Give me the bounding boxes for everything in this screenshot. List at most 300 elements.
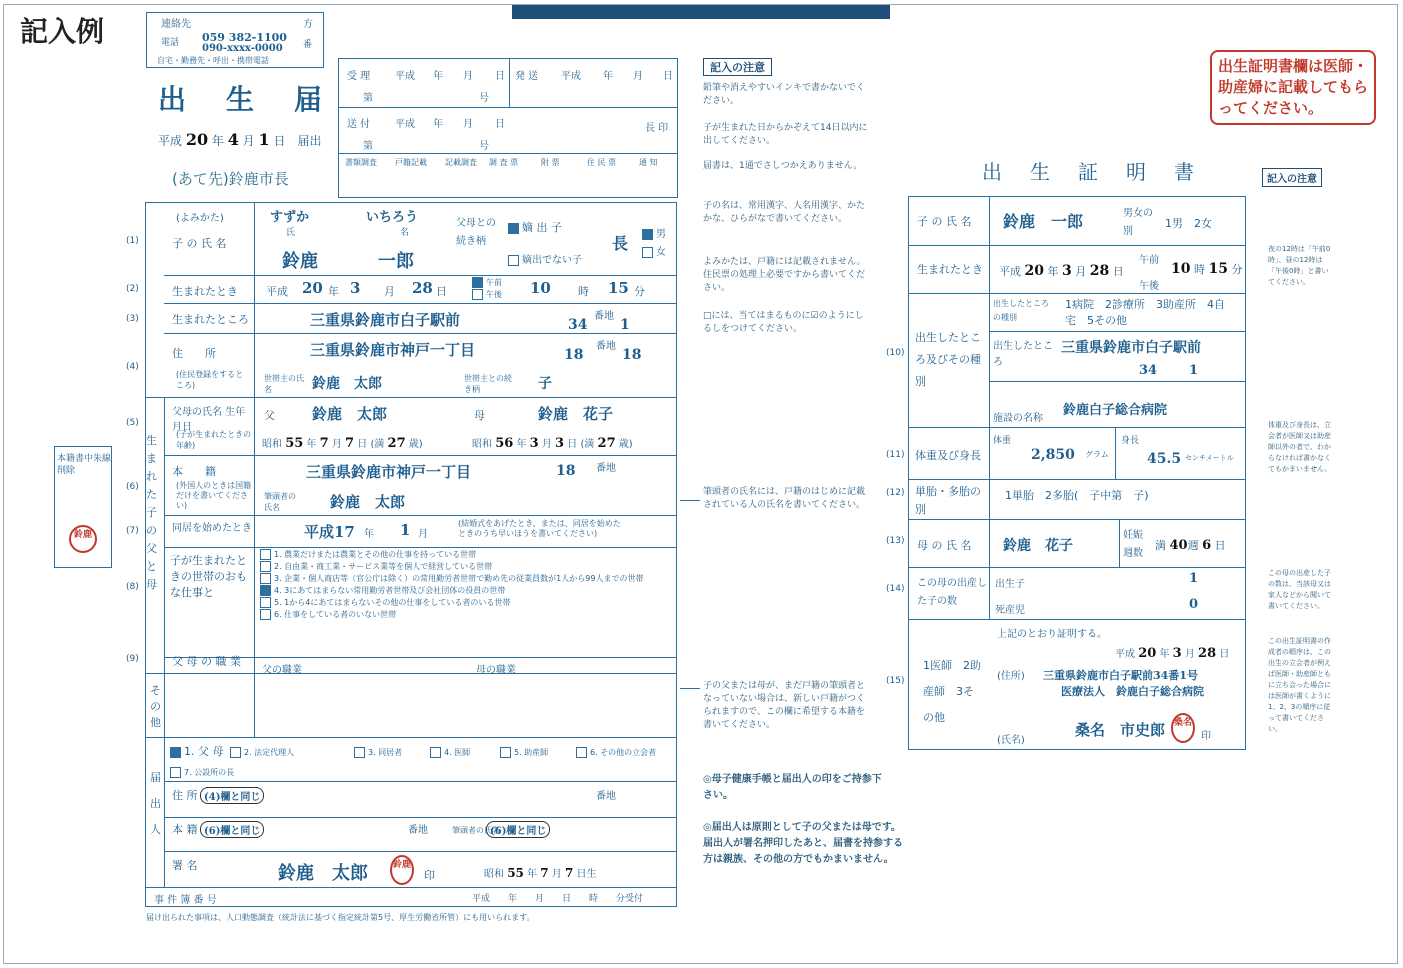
row-num-4: (4) bbox=[126, 362, 139, 372]
male-checkbox[interactable] bbox=[642, 229, 653, 240]
cert-gram: グラム bbox=[1085, 450, 1109, 459]
received-label: 受 理 bbox=[347, 71, 371, 82]
inf-opt-4 bbox=[430, 747, 470, 758]
bt-am bbox=[472, 277, 502, 288]
occ-5-label: 5. 1から4にあてはまらないその他の仕事をしている者のいる世帯 bbox=[274, 598, 511, 607]
note-8: 子の父または母が、まだ戸籍の筆頭者となっていない場合は、新しい戸籍がつくられますので、この欄に希望する本籍を書いてください。 bbox=[703, 681, 866, 730]
inf-opt-7 bbox=[170, 767, 234, 778]
bt-era: 平成 bbox=[266, 285, 288, 298]
occupation-label: 子が生まれたときの世帯のおもな仕事と bbox=[170, 554, 247, 599]
inf-same-2: (6)欄と同じ bbox=[200, 821, 264, 838]
office-col-4: 調 査 票 bbox=[489, 158, 519, 167]
inf-opt-7-label: 7. 公設所の長 bbox=[184, 768, 235, 777]
row-num-6: (6) bbox=[126, 482, 139, 492]
f-job-label: 父の職業 bbox=[262, 665, 302, 676]
cert-facility: 鈴鹿白子総合病院 bbox=[1063, 403, 1168, 418]
occ-1 bbox=[260, 549, 672, 561]
occ-6-label: 6. 仕事をしている者のいない世帯 bbox=[274, 610, 397, 619]
s-era: 昭和 bbox=[484, 869, 504, 880]
legit-option bbox=[508, 219, 562, 235]
bt-day: 28 bbox=[412, 279, 433, 297]
parents-note: (子が生まれたときの年齢) bbox=[176, 430, 252, 450]
note-7: 筆頭者の氏名には、戸籍のはじめに記載されている人の氏名を書いてください。 bbox=[703, 487, 866, 510]
occ-3 bbox=[260, 573, 672, 585]
send-era: 平成 bbox=[395, 119, 415, 130]
received-go: 号 bbox=[479, 93, 489, 104]
cert-year: 20 bbox=[1024, 263, 1044, 279]
sent-d: 日 bbox=[663, 71, 673, 82]
cert-vline bbox=[1115, 427, 1116, 479]
received-no: 第 bbox=[363, 93, 373, 104]
inf-opt-5-label: 5. 助産師 bbox=[514, 748, 549, 757]
contact-suffix-b: 番 bbox=[303, 40, 313, 50]
bp-no-label: 番地 bbox=[594, 311, 614, 322]
occ-4-label: 4. 3にあてはまらない常用勤労者世帯及び会社団体の役員の世帯 bbox=[274, 586, 506, 595]
form-hline bbox=[164, 547, 676, 548]
cert-note-button: 記入の注意 bbox=[1262, 168, 1322, 187]
ad-no1: 18 bbox=[564, 347, 584, 363]
cert-c-year: 20 bbox=[1138, 646, 1157, 661]
chief-seal-label: 長 印 bbox=[645, 123, 669, 134]
bt-year: 20 bbox=[302, 279, 323, 297]
m-year: 56 bbox=[495, 436, 514, 451]
cert-hline bbox=[989, 381, 1245, 382]
cert-facility-label: 施設の名称 bbox=[993, 413, 1043, 424]
note-10: ◎届出人は原則として子の父または母です。届出人が署名押印したあと、届書を持参する方は親族、その他の方でもかまいません。 bbox=[703, 822, 903, 865]
relation-label: 父母との続き柄 bbox=[456, 218, 496, 247]
reading-first: いちろう bbox=[366, 210, 419, 225]
form-hline bbox=[164, 515, 676, 516]
row-num-3: (3) bbox=[126, 314, 139, 324]
send-d: 日 bbox=[495, 119, 505, 130]
cohabit-month-unit: 月 bbox=[418, 529, 428, 540]
f-month: 7 bbox=[319, 436, 329, 451]
m-era: 昭和 bbox=[472, 439, 492, 450]
mother-name: 鈴鹿 花子 bbox=[538, 405, 614, 423]
occ-2 bbox=[260, 561, 672, 573]
signer: 鈴鹿 太郎 bbox=[278, 863, 368, 884]
s-year: 55 bbox=[507, 866, 524, 880]
cohabit-label: 同居を始めたとき bbox=[172, 523, 252, 534]
inf-opt-5-checkbox[interactable] bbox=[500, 747, 511, 758]
legit-label: 嫡 出 子 bbox=[522, 221, 562, 234]
f-age: 27 bbox=[387, 436, 406, 451]
female-label: 女 bbox=[656, 247, 666, 258]
cert-min: 15 bbox=[1208, 261, 1228, 277]
cert-cm: センチメートル bbox=[1185, 454, 1234, 462]
male-label: 男 bbox=[656, 229, 666, 240]
sent-m: 月 bbox=[633, 71, 643, 82]
male-option bbox=[642, 225, 666, 240]
inf-opt-5 bbox=[500, 747, 548, 758]
send-go: 号 bbox=[479, 141, 489, 152]
f-day: 7 bbox=[345, 436, 355, 451]
cert-wt-unit: 体重 bbox=[993, 436, 1012, 446]
received-d: 日 bbox=[495, 71, 505, 82]
addressee: (あて先)鈴鹿市長 bbox=[172, 170, 289, 188]
bt-minute: 15 bbox=[608, 279, 629, 297]
cert-vline bbox=[989, 197, 990, 619]
inf-opt-4-label: 4. 医師 bbox=[444, 748, 471, 757]
case-date: 平成 年 月 日 時 分受付 bbox=[472, 894, 644, 904]
occ-6 bbox=[260, 609, 672, 621]
f-year: 55 bbox=[285, 436, 304, 451]
row-num-2: (2) bbox=[126, 284, 139, 294]
cert-org: 医療法人 鈴鹿白子総合病院 bbox=[1061, 685, 1204, 698]
inf-opt-2-label: 2. 法定代理人 bbox=[244, 748, 295, 757]
cert-date: 平成 20 年 3 月 28 日 bbox=[1115, 646, 1230, 661]
cert-sex: 1男 2女 bbox=[1165, 217, 1212, 230]
bt-month-unit: 月 bbox=[384, 285, 395, 298]
inf-opt-2 bbox=[230, 747, 294, 758]
cert-row-12: (12) bbox=[886, 488, 905, 498]
bt-year-unit: 年 bbox=[328, 285, 339, 298]
cert-side-2: 体重及び身長は、立会者が医師又は助産師以外の者で、わからなければ書かなくてもかまいません。 bbox=[1268, 421, 1332, 473]
occ-6-checkbox[interactable] bbox=[260, 609, 271, 620]
occ-5-checkbox[interactable] bbox=[260, 597, 271, 608]
form-hline bbox=[146, 397, 676, 398]
filing-year: 20 bbox=[185, 130, 209, 149]
contact-tel1: 059 382-1100 bbox=[202, 31, 287, 44]
cert-dead-label: 死産児 bbox=[995, 605, 1025, 616]
birth-form bbox=[145, 202, 677, 907]
form-hline bbox=[146, 887, 676, 888]
form-hline bbox=[164, 455, 676, 456]
other-label: その他 bbox=[150, 684, 161, 729]
informant-label: 届出人 bbox=[150, 771, 161, 836]
head-label: 筆頭者の氏名 bbox=[264, 492, 296, 512]
cert-c-month: 3 bbox=[1172, 646, 1182, 661]
contact-suffix-a: 方 bbox=[303, 19, 313, 30]
inf-opt-4-checkbox[interactable] bbox=[430, 747, 441, 758]
cert-vline bbox=[1119, 519, 1120, 567]
birth-time-label: 生まれたとき bbox=[172, 285, 238, 298]
am-checkbox[interactable] bbox=[472, 277, 483, 288]
form-hline bbox=[164, 303, 676, 304]
bt-hour: 10 bbox=[530, 279, 551, 297]
office-col-1: 書類調査 bbox=[345, 158, 377, 167]
cert-am: 午前 bbox=[1139, 255, 1159, 266]
m-job-label: 母の職業 bbox=[476, 665, 516, 676]
office-col-6: 住 民 票 bbox=[587, 158, 617, 167]
cert-side-3: この母の出産した子の数は、当該母又は家人などから聞いて書いてください。 bbox=[1268, 569, 1331, 610]
cert-hline bbox=[909, 567, 1245, 568]
address-note: (住民登録をするところ) bbox=[176, 370, 244, 390]
inf-opt-7-checkbox[interactable] bbox=[170, 767, 181, 778]
hh-rel-label: 世帯主との続き柄 bbox=[464, 374, 512, 394]
cert-in: 印 bbox=[1201, 731, 1211, 742]
cert-row-15: (15) bbox=[886, 676, 905, 686]
occ-1-checkbox[interactable] bbox=[260, 549, 271, 560]
hh-rel: 子 bbox=[538, 376, 552, 392]
cert-days: 6 bbox=[1202, 538, 1212, 553]
cert-name-label: 子 の 氏 名 bbox=[917, 215, 972, 228]
form-vline bbox=[164, 397, 165, 741]
inf-same-1: (4)欄と同じ bbox=[200, 787, 264, 804]
office-box bbox=[338, 58, 678, 198]
cert-ht: 45.5 bbox=[1147, 451, 1182, 467]
occ-3-label: 3. 企業・個人商店等（官公庁は除く）の常用勤労者世帯で勤め先の従業員数が1人から99人までの世帯 bbox=[274, 574, 644, 583]
domicile-label: 本 籍 bbox=[172, 465, 216, 478]
row-num-7: (7) bbox=[126, 526, 139, 536]
contact-box bbox=[146, 12, 324, 68]
cert-hline bbox=[909, 245, 1245, 246]
cert-addr: 三重県鈴鹿市白子駅前34番1号 bbox=[1043, 669, 1198, 682]
cert-time: 平成 20 年 3 月 28 日 bbox=[999, 263, 1124, 279]
job-label: 父 母 の 職 業 bbox=[172, 655, 241, 668]
born-label: 日生 bbox=[576, 869, 597, 880]
office-col-2: 戸籍記載 bbox=[395, 158, 427, 167]
office-col-7: 通 知 bbox=[639, 158, 658, 167]
inf-head-label: 筆頭者の氏名 bbox=[452, 826, 500, 835]
note-9: ◎母子健康手帳と届出人の印をご持参下さい。 bbox=[703, 774, 882, 801]
filing-label: 日 届出 bbox=[273, 134, 322, 148]
inf-opt-1-checkbox[interactable] bbox=[170, 747, 181, 758]
sent-era: 平成 bbox=[561, 71, 581, 82]
inf-opt-2-checkbox[interactable] bbox=[230, 747, 241, 758]
note-2: 子が生まれた日からかぞえて14日以内に出してください。 bbox=[703, 123, 868, 146]
father-birth: 昭和 55 年 7 月 7 日 (満 27 歳) bbox=[262, 436, 423, 451]
cert-dead: 0 bbox=[1189, 597, 1199, 612]
form-hline bbox=[164, 817, 676, 818]
parents-label: 父母の氏名 生年月日 bbox=[172, 407, 246, 433]
cert-text: 上記のとおり証明する。 bbox=[997, 629, 1107, 640]
sign-label: 署 名 bbox=[172, 859, 198, 872]
bp-no2: 1 bbox=[620, 317, 630, 333]
sei-label: 氏 bbox=[286, 228, 296, 238]
occ-4-checkbox[interactable] bbox=[260, 585, 271, 596]
send-y: 年 bbox=[433, 119, 443, 130]
cert-time-label: 生まれたとき bbox=[917, 263, 983, 276]
father-name: 鈴鹿 太郎 bbox=[312, 405, 388, 423]
inf-opt-3-checkbox[interactable] bbox=[354, 747, 365, 758]
footnote: 届け出られた事項は、人口動態調査（統計法に基づく指定統計第5号、厚生労働省所管）にも用いられます。 bbox=[146, 913, 535, 922]
cert-wt: 2,850 bbox=[1031, 447, 1075, 463]
cert-place-block: 出生したところ及びその種別 bbox=[915, 331, 981, 388]
cert-name2-label: (氏名) bbox=[997, 735, 1025, 746]
not-legit-checkbox[interactable] bbox=[508, 255, 519, 266]
mother-birth: 昭和 56 年 3 月 3 日 (満 27 歳) bbox=[472, 436, 633, 451]
cert-row-14: (14) bbox=[886, 584, 905, 594]
ad-no2: 18 bbox=[622, 347, 642, 363]
cert-month: 3 bbox=[1061, 263, 1072, 279]
address-label: 住 所 bbox=[172, 347, 216, 360]
legit-checkbox[interactable] bbox=[508, 223, 519, 234]
cert-c-era: 平成 bbox=[1115, 649, 1135, 660]
occ-2-label: 2. 自由業・商工業・サービス業等を個人で経営している世帯 bbox=[274, 562, 493, 571]
note-4: 子の名は、常用漢字、人名用漢字、かたかな、ひらがなで書いてください。 bbox=[703, 201, 866, 224]
row-num-5: (5) bbox=[126, 418, 139, 428]
form-title: 出 生 届 bbox=[158, 83, 329, 116]
form-hline bbox=[146, 737, 676, 738]
filing-month: 4 bbox=[227, 130, 239, 149]
cert-hline bbox=[909, 427, 1245, 428]
office-col-5: 附 票 bbox=[541, 158, 560, 167]
cert-row-13: (13) bbox=[886, 536, 905, 546]
filing-day: 1 bbox=[258, 130, 270, 149]
inf-address-no-label: 番地 bbox=[596, 791, 616, 802]
contact-tel2: 090-xxxx-0000 bbox=[202, 43, 283, 54]
dom-no: 18 bbox=[556, 463, 576, 479]
m-age: 27 bbox=[597, 436, 616, 451]
occ-3-checkbox[interactable] bbox=[260, 573, 271, 584]
child-name-label: 子 の 氏 名 bbox=[172, 237, 227, 250]
cert-row-11: (11) bbox=[886, 450, 905, 460]
cert-wt-label: 体重及び身長 bbox=[915, 449, 981, 462]
child-last: 鈴鹿 bbox=[282, 251, 318, 272]
cert-place-no2: 1 bbox=[1189, 363, 1199, 378]
form-hline bbox=[164, 333, 676, 334]
reading-last: すずか bbox=[270, 210, 310, 225]
note-3: 届書は、1通でさしつかえありません。 bbox=[703, 161, 863, 171]
cert-addr-label: (住所) bbox=[997, 671, 1025, 682]
cert-pm: 午後 bbox=[1139, 281, 1159, 292]
cert-place: 三重県鈴鹿市白子駅前 bbox=[1061, 340, 1201, 356]
filing-date: 平成 20 年 4 月 1 日 届出 bbox=[158, 130, 322, 149]
householder: 鈴鹿 太郎 bbox=[312, 376, 382, 392]
cert-hm: 10 時 15 分 bbox=[1171, 261, 1243, 277]
bt-hour-unit: 時 bbox=[578, 285, 589, 298]
in-label: 印 bbox=[424, 869, 435, 882]
f-era: 昭和 bbox=[262, 439, 282, 450]
inf-opt-6-label: 6. その他の立会者 bbox=[590, 748, 657, 757]
office-hline bbox=[339, 107, 677, 108]
row-num-1: (1) bbox=[126, 236, 139, 246]
form-hline bbox=[164, 275, 676, 276]
arrow-line bbox=[680, 688, 700, 689]
form-hline bbox=[164, 851, 676, 852]
reading-label: (よみかた) bbox=[176, 213, 224, 224]
mother-label: 母 bbox=[474, 409, 485, 422]
m-month: 3 bbox=[529, 436, 539, 451]
m-day: 3 bbox=[555, 436, 565, 451]
signer-seal: 鈴鹿 bbox=[390, 855, 414, 885]
cert-sex-label: 男女の別 bbox=[1123, 208, 1153, 237]
householder-label: 世帯主の氏名 bbox=[264, 374, 304, 394]
received-y: 年 bbox=[433, 71, 443, 82]
father-label: 父 bbox=[264, 409, 275, 422]
cert-title: 出 生 証 明 書 bbox=[982, 160, 1198, 184]
row-num-8: (8) bbox=[126, 582, 139, 592]
dom-no-label: 番地 bbox=[596, 463, 616, 474]
cert-weeks: 40 bbox=[1169, 538, 1188, 553]
inf-domicile-no-label: 番地 bbox=[408, 825, 428, 836]
address: 三重県鈴鹿市神戸一丁目 bbox=[310, 341, 476, 359]
received-m: 月 bbox=[463, 71, 473, 82]
contact-title: 連絡先 bbox=[161, 19, 191, 30]
s-day: 7 bbox=[564, 866, 574, 880]
head-name: 鈴鹿 太郎 bbox=[330, 493, 406, 511]
bt-pm bbox=[472, 289, 502, 300]
side-stamp-text: 本籍書中朱線削除 bbox=[57, 454, 112, 476]
form-vline bbox=[164, 737, 165, 887]
birth-order: 長 bbox=[612, 234, 629, 253]
cert-ht-unit: 身長 bbox=[1121, 436, 1140, 446]
send-label: 送 付 bbox=[347, 119, 371, 130]
domicile: 三重県鈴鹿市神戸一丁目 bbox=[306, 463, 472, 481]
note-6: □には、当てはまるものに☑のようにしるしをつけてください。 bbox=[703, 311, 864, 334]
row-num-9: (9) bbox=[126, 654, 139, 664]
s-month: 7 bbox=[540, 866, 549, 880]
domicile-note: (外国人のときは国籍だけを書いてください) bbox=[176, 481, 252, 510]
cert-live: 1 bbox=[1189, 571, 1199, 586]
mei-label: 名 bbox=[400, 228, 410, 238]
cert-mother: 鈴鹿 花子 bbox=[1003, 538, 1073, 554]
cert-seal: 桑名 bbox=[1171, 713, 1195, 743]
note-1: 鉛筆や消えやすいインキで書かないでください。 bbox=[703, 83, 866, 106]
cert-place-kind: 1病院 2診療所 3助産所 4自宅 5その他 bbox=[1065, 298, 1225, 327]
inf-opt-3 bbox=[354, 747, 402, 758]
side-stamp-box bbox=[54, 446, 112, 568]
cert-roles: 1医師 2助産師 3その他 bbox=[923, 659, 981, 724]
cert-prev-label: この母の出産した子の数 bbox=[917, 578, 987, 607]
occ-1-label: 1. 農業だけまたは農業とその他の仕事を持っている世帯 bbox=[274, 550, 477, 559]
bp-no1: 34 bbox=[568, 317, 588, 333]
notes-title: 記入の注意 bbox=[703, 58, 772, 76]
cert-multi-label: 単胎・多胎の別 bbox=[915, 485, 981, 516]
cert-hline bbox=[989, 331, 1245, 332]
inf-same-3: (6)欄と同じ bbox=[486, 821, 550, 838]
cohabit-month: 1 bbox=[400, 521, 411, 539]
form-hline bbox=[164, 781, 676, 782]
occ-5 bbox=[260, 597, 672, 609]
inf-opt-6 bbox=[576, 747, 656, 758]
note-5: よみかたは、戸籍には記載されません。住民票の処理上必要ですから書いてください。 bbox=[703, 257, 866, 293]
cert-multi: 1単胎 2多胎( 子中第 子) bbox=[1005, 489, 1149, 502]
cert-hline bbox=[909, 519, 1245, 520]
pm-checkbox[interactable] bbox=[472, 289, 483, 300]
cohabit: 平成17 bbox=[304, 523, 355, 541]
cert-place-kind-label: 出生したところの種別 bbox=[993, 299, 1049, 322]
office-col-3: 記載調査 bbox=[445, 158, 477, 167]
received-era: 平成 bbox=[395, 71, 415, 82]
cohabit-year-unit: 年 bbox=[364, 529, 374, 540]
callout: 出生証明書欄は医師・助産婦に記載してもらってください。 bbox=[1210, 50, 1376, 125]
form-hline bbox=[146, 673, 676, 674]
child-first: 一郎 bbox=[378, 251, 414, 272]
cert-c-day: 28 bbox=[1198, 646, 1217, 661]
occ-2-checkbox[interactable] bbox=[260, 561, 271, 572]
cert-preg: 満 40週 6 日 bbox=[1155, 538, 1226, 553]
inf-opt-1 bbox=[170, 743, 224, 759]
sent-y: 年 bbox=[603, 71, 613, 82]
cert-name: 鈴鹿 一郎 bbox=[1003, 212, 1084, 231]
not-legit-option bbox=[508, 251, 582, 266]
cert-form bbox=[908, 196, 1246, 750]
am-label: 午前 bbox=[486, 278, 502, 287]
female-checkbox[interactable] bbox=[642, 247, 653, 258]
cert-place-label: 出生したところ bbox=[993, 341, 1053, 368]
sent-label: 発 送 bbox=[515, 71, 539, 82]
cert-side-1: 夜の12時は「午前0時」、昼の12時は「午後0時」と書いてください。 bbox=[1268, 245, 1331, 286]
signer-birth: 昭和 55 年 7 月 7 日生 bbox=[484, 866, 597, 880]
cert-hline bbox=[909, 293, 1245, 294]
bt-day-unit: 日 bbox=[436, 285, 447, 298]
office-vline bbox=[509, 59, 510, 107]
vertical-parents-label: 生まれた子の父と母 bbox=[146, 434, 157, 591]
cert-mother-label: 母 の 氏 名 bbox=[917, 539, 972, 552]
cert-hour: 10 bbox=[1171, 261, 1191, 277]
case-no-label: 事 件 簿 番 号 bbox=[154, 895, 217, 906]
cert-hline bbox=[909, 479, 1245, 480]
inf-opt-6-checkbox[interactable] bbox=[576, 747, 587, 758]
cohabit-note: (結婚式をあげたとき、または、同居を始めたときのうち早いほうを書いてください) bbox=[458, 519, 621, 538]
cert-side-4: この出生証明書の作成者の順序は、この出生の立会者が例えば医師・助産師ともに立ち会った場合には医師が書くように1、2、3の順序に従って書いてください。 bbox=[1268, 637, 1331, 733]
female-option bbox=[642, 243, 666, 258]
cert-place-no1: 34 bbox=[1139, 363, 1158, 378]
ad-no-label: 番地 bbox=[596, 341, 616, 352]
contact-tel-label: 電話 bbox=[161, 38, 180, 48]
